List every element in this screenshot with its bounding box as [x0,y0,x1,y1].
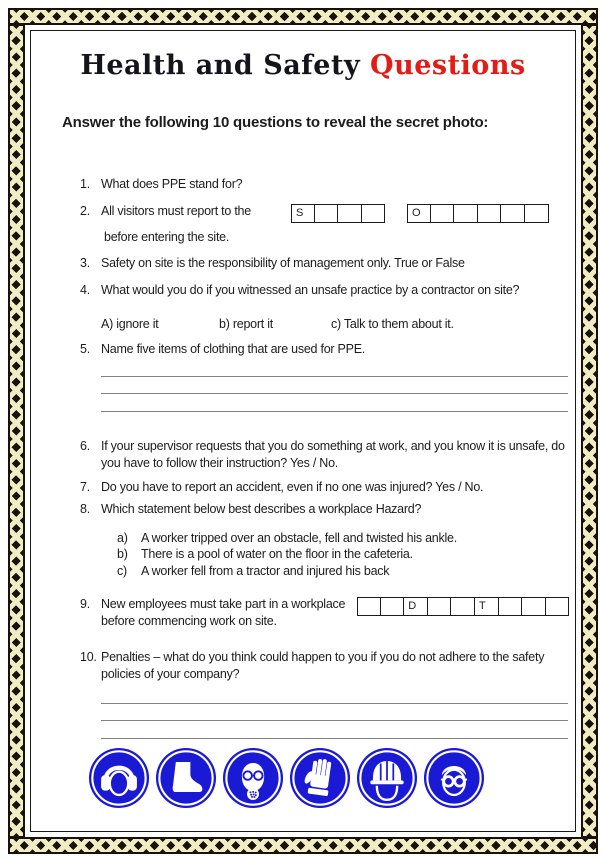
option-b: b) report it [219,317,273,331]
multiple-choice-options [101,316,572,333]
answer-line[interactable] [101,359,568,377]
page-title-black: Health and Safety [80,50,361,81]
option-text: There is a pool of water on the floor in the cafeteria. [141,547,413,561]
answer-cell[interactable]: S [291,204,315,223]
answer-cell[interactable] [451,597,475,616]
option-label: a) [117,530,128,545]
question-text: Name five items of clothing that are used for PPE. [101,342,366,356]
question-5 [80,341,572,412]
border-braid-right [581,24,598,838]
question-7 [80,479,572,496]
answer-cell[interactable] [522,597,546,616]
page-title-red: Questions [370,50,526,81]
border-braid-left [8,24,25,838]
statement-a [117,530,572,547]
answer-cell[interactable]: T [475,597,499,616]
question-number: 8. [80,501,90,516]
question-text: Safety on site is the responsibility of management only. True or False [101,256,465,270]
answer-cell[interactable] [381,597,405,616]
answer-line[interactable] [101,394,568,412]
question-text: Which statement below best describes a workplace Hazard? [101,501,422,516]
answer-cell[interactable] [357,597,381,616]
question-text: Do you have to report an accident, even if no one was injured? Yes / No. [101,479,484,494]
question-text: before commencing work on site. [101,614,277,628]
question-text: Penalties – what do you think could happen to you if you do not adhere to the safety policies of your company? [101,650,545,681]
safety-goggles-icon [423,747,485,809]
question-1 [80,176,572,193]
option-label: c) [117,563,127,578]
question-number: 4. [80,283,90,297]
question-number: 6. [80,438,90,453]
option-c: c) Talk to them about it. [331,317,454,331]
answer-cell[interactable]: O [407,204,431,223]
answer-line[interactable] [101,686,568,704]
question-number: 10. [80,650,97,664]
question-list [80,176,572,739]
question-3 [80,255,572,272]
answer-cell[interactable] [454,204,478,223]
answer-cell[interactable] [428,597,452,616]
safety-gloves-icon [289,747,351,809]
question-number: 7. [80,479,90,494]
answer-line[interactable] [101,721,568,739]
page-title [0,50,606,81]
safety-boots-icon [155,747,217,809]
answer-cell[interactable] [499,597,523,616]
hard-hat-icon [356,747,418,809]
statement-c [117,563,572,580]
answer-boxes-induction [357,597,569,616]
question-10 [80,649,572,739]
ppe-icon-row [88,747,485,809]
option-text: A worker fell from a tractor and injured his back [141,563,390,578]
question-number: 2. [80,204,90,218]
question-text: before entering the site. [104,230,230,244]
answer-cell[interactable] [501,204,525,223]
answer-cell[interactable] [478,204,502,223]
question-2 [80,203,572,246]
question-8 [80,501,572,580]
instructions-text: Answer the following 10 questions to reveal the secret photo: [62,114,489,131]
option-text: A worker tripped over an obstacle, fell and twisted his ankle. [141,530,457,545]
question-number: 9. [80,597,90,611]
answer-cell[interactable] [546,597,570,616]
answer-line[interactable] [101,377,568,395]
question-text: What would you do if you witnessed an unsafe practice by a contractor on site? [101,283,520,297]
answer-line[interactable] [101,704,568,722]
question-6 [80,438,572,472]
answer-boxes-site [291,204,385,223]
answer-lines [101,686,572,739]
answer-cell[interactable] [362,204,386,223]
option-label: b) [117,547,128,561]
question-text: New employees must take part in a workplace [101,597,346,611]
answer-cell[interactable] [315,204,339,223]
answer-cell[interactable] [431,204,455,223]
statement-options [101,530,572,580]
respirator-icon [222,747,284,809]
question-text: All visitors must report to the [101,204,251,218]
question-9 [80,596,572,630]
question-text: What does PPE stand for? [101,177,243,191]
border-braid-top [8,8,598,25]
question-text: If your supervisor requests that you do something at work, and you know it is unsafe, do you have to follow their instruction? Yes / No. [101,438,565,470]
answer-boxes-office [407,204,549,223]
answer-cell[interactable] [338,204,362,223]
border-braid-bottom [8,837,598,854]
question-4 [80,282,572,333]
question-number: 5. [80,342,90,356]
ear-protection-icon [88,747,150,809]
option-a: A) ignore it [101,317,159,331]
answer-cell[interactable] [525,204,549,223]
question-number: 3. [80,256,90,270]
question-number: 1. [80,177,90,191]
answer-cell[interactable]: D [404,597,428,616]
statement-b [117,546,572,563]
answer-lines [101,359,572,412]
